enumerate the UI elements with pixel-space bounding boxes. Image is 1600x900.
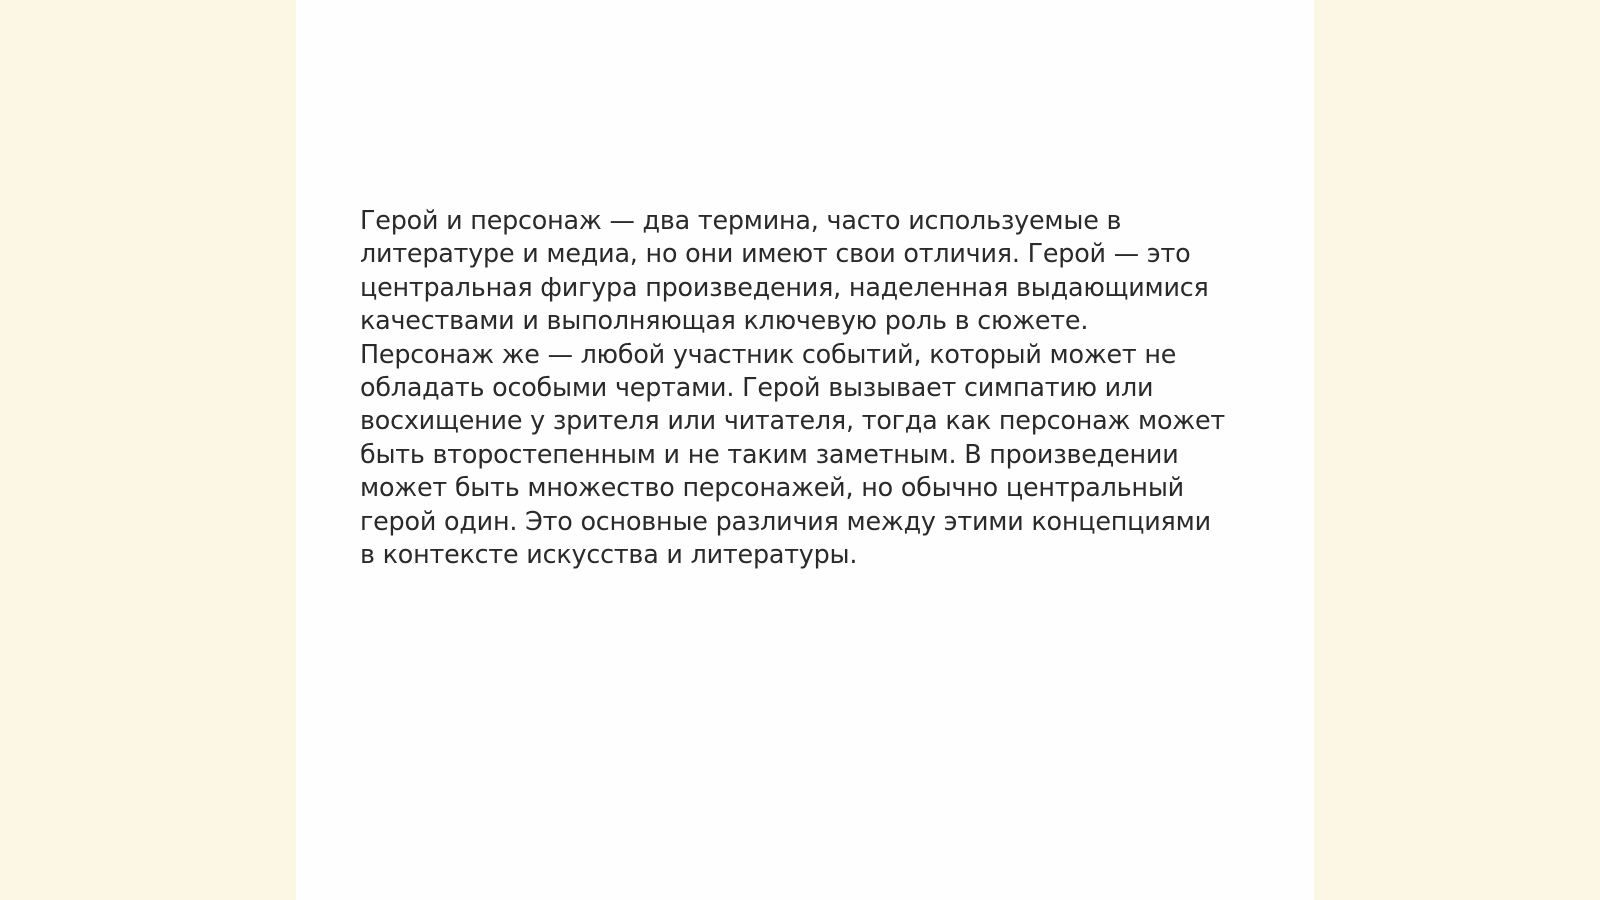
paragraph-line: Персонаж же — любой участник событий, который может не: [360, 338, 1177, 369]
paragraph-line: быть второстепенным и не таким заметным. В произведении: [360, 438, 1179, 469]
paragraph-line: обладать особыми чертами. Герой вызывает симпатию или: [360, 372, 1154, 403]
paragraph-line: может быть множество персонажей, но обычно центральный: [360, 472, 1184, 503]
document-page: [296, 0, 1314, 900]
left-margin-background: [0, 0, 296, 900]
paragraph-line: литературе и медиа, но они имеют свои отличия. Герой — это: [360, 238, 1191, 269]
body-paragraph: [360, 204, 1260, 571]
paragraph-line: герой один. Это основные различия между этими концепциями: [360, 505, 1211, 536]
paragraph-line: в контексте искусства и литературы.: [360, 539, 858, 570]
paragraph-line: восхищение у зрителя или читателя, тогда как персонаж может: [360, 405, 1225, 436]
paragraph-line: центральная фигура произведения, наделенная выдающимися: [360, 271, 1209, 302]
right-margin-background: [1314, 0, 1600, 900]
paragraph-line: Герой и персонаж — два термина, часто используемые в: [360, 205, 1122, 235]
paragraph-line: качествами и выполняющая ключевую роль в сюжете.: [360, 305, 1089, 336]
